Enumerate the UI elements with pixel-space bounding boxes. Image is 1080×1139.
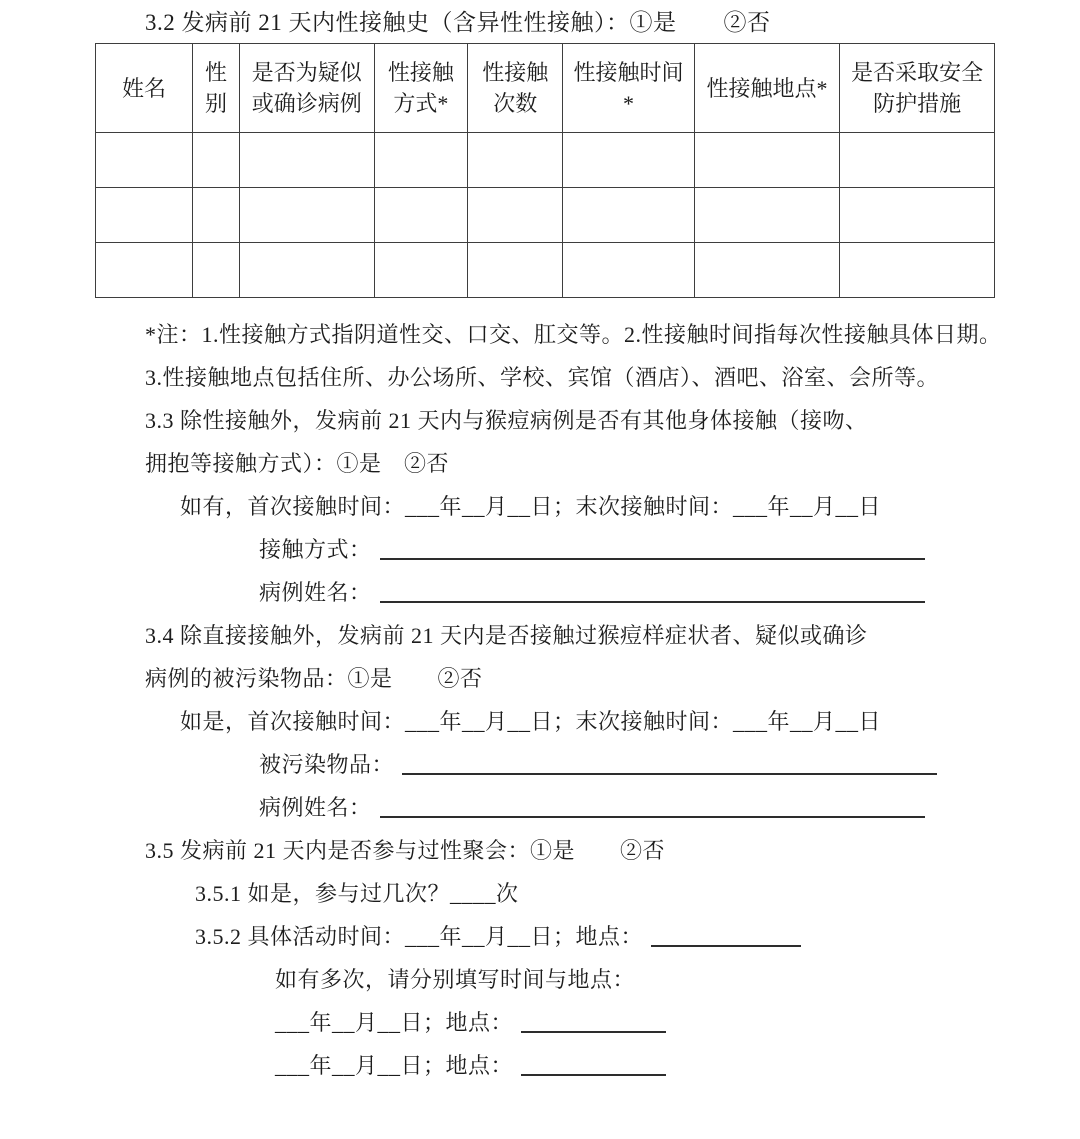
table-cell-empty xyxy=(239,133,374,188)
section-3-3-case-name-line xyxy=(95,571,995,614)
extra-date-place-line-2 xyxy=(95,1044,995,1087)
question-3-5-1-line: 3.5.1 如是，参与过几次？____次 xyxy=(195,881,519,906)
section-3-3-dates-line: 如有，首次接触时间：___年__月__日；末次接触时间：___年__月__日 xyxy=(180,494,882,519)
contact-mode-blank xyxy=(380,552,925,560)
extra-date-place-line-1 xyxy=(95,1001,995,1044)
table-cell-empty xyxy=(468,243,563,298)
header-cell-contact-mode: 性接触方式* xyxy=(374,44,467,133)
activity-place-blank xyxy=(651,939,801,947)
header-cell-name: 姓名 xyxy=(96,44,193,133)
footnote-line-2: 3.性接触地点包括住所、办公场所、学校、宾馆（酒店）、酒吧、浴室、会所等。 xyxy=(145,365,940,390)
section-3-4-line-1: 3.4 除直接接触外，发病前 21 天内是否接触过猴痘样症状者、疑似或确诊 xyxy=(145,623,868,648)
table-cell-empty xyxy=(374,188,467,243)
table-cell-empty xyxy=(694,188,840,243)
extra-date-place-text: ___年__月__日；地点： xyxy=(275,1053,514,1078)
table-header-row xyxy=(96,44,995,133)
table-cell-empty xyxy=(694,133,840,188)
table-cell-empty xyxy=(468,188,563,243)
multiple-times-note-line: 如有多次，请分别填写时间与地点： xyxy=(275,967,636,992)
table-cell-empty xyxy=(563,133,694,188)
header-cell-contact-place: 性接触地点* xyxy=(694,44,840,133)
table-cell-empty xyxy=(374,243,467,298)
extra-date-place-text: ___年__月__日；地点： xyxy=(275,1010,514,1035)
table-cell-empty xyxy=(193,188,240,243)
table-cell-empty xyxy=(694,243,840,298)
section-3-3-line-2: 拥抱等接触方式）：①是 ②否 xyxy=(145,451,450,476)
table-cell-empty xyxy=(193,133,240,188)
section-3-5-line-1: 3.5 发病前 21 天内是否参与过性聚会：①是 ②否 xyxy=(145,838,666,863)
table-cell-empty xyxy=(563,188,694,243)
header-cell-contact-count: 性接触次数 xyxy=(468,44,563,133)
table-cell-empty xyxy=(840,243,995,298)
table-cell-empty xyxy=(840,133,995,188)
table-cell-empty xyxy=(840,188,995,243)
case-name-blank xyxy=(380,595,925,603)
table-row xyxy=(96,243,995,298)
header-cell-protection: 是否采取安全防护措施 xyxy=(840,44,995,133)
section-3-2-title: 3.2 发病前 21 天内性接触史（含异性性接触）：①是 ②否 xyxy=(145,10,771,35)
table-cell-empty xyxy=(468,133,563,188)
contact-mode-label: 接触方式： xyxy=(259,537,372,562)
case-name-label: 病例姓名： xyxy=(259,580,372,605)
table-row xyxy=(96,188,995,243)
footnote-line-1: *注：1.性接触方式指阴道性交、口交、肛交等。2.性接触时间指每次性接触具体日期。 xyxy=(145,322,1002,347)
table-cell-empty xyxy=(96,188,193,243)
table-cell-empty xyxy=(374,133,467,188)
section-3-3-contact-mode-line xyxy=(95,528,995,571)
table-cell-empty xyxy=(239,188,374,243)
section-3-4-case-name-line xyxy=(95,786,995,829)
case-name-blank xyxy=(380,810,925,818)
section-3-3-line-1: 3.3 除性接触外，发病前 21 天内与猴痘病例是否有其他身体接触（接吻、 xyxy=(145,408,868,433)
header-cell-suspected-confirmed: 是否为疑似或确诊病例 xyxy=(239,44,374,133)
contaminated-item-label: 被污染物品： xyxy=(259,752,395,777)
section-3-4-contaminated-item-line xyxy=(95,743,995,786)
extra-place-blank xyxy=(521,1025,666,1033)
question-3-5-2-text: 3.5.2 具体活动时间：___年__月__日；地点： xyxy=(195,924,644,949)
header-cell-contact-time: 性接触时间* xyxy=(563,44,694,133)
section-3-4-dates-line: 如是，首次接触时间：___年__月__日；末次接触时间：___年__月__日 xyxy=(180,709,882,734)
section-3-4-line-2: 病例的被污染物品：①是 ②否 xyxy=(145,666,483,691)
table-cell-empty xyxy=(239,243,374,298)
question-3-5-2-line xyxy=(95,915,995,958)
table-cell-empty xyxy=(96,243,193,298)
sexual-contact-history-table xyxy=(95,43,995,298)
header-cell-gender: 性别 xyxy=(193,44,240,133)
table-cell-empty xyxy=(563,243,694,298)
table-cell-empty xyxy=(96,133,193,188)
table-row xyxy=(96,133,995,188)
table-cell-empty xyxy=(193,243,240,298)
case-name-label: 病例姓名： xyxy=(259,795,372,820)
extra-place-blank xyxy=(521,1068,666,1076)
contaminated-item-blank xyxy=(402,767,937,775)
